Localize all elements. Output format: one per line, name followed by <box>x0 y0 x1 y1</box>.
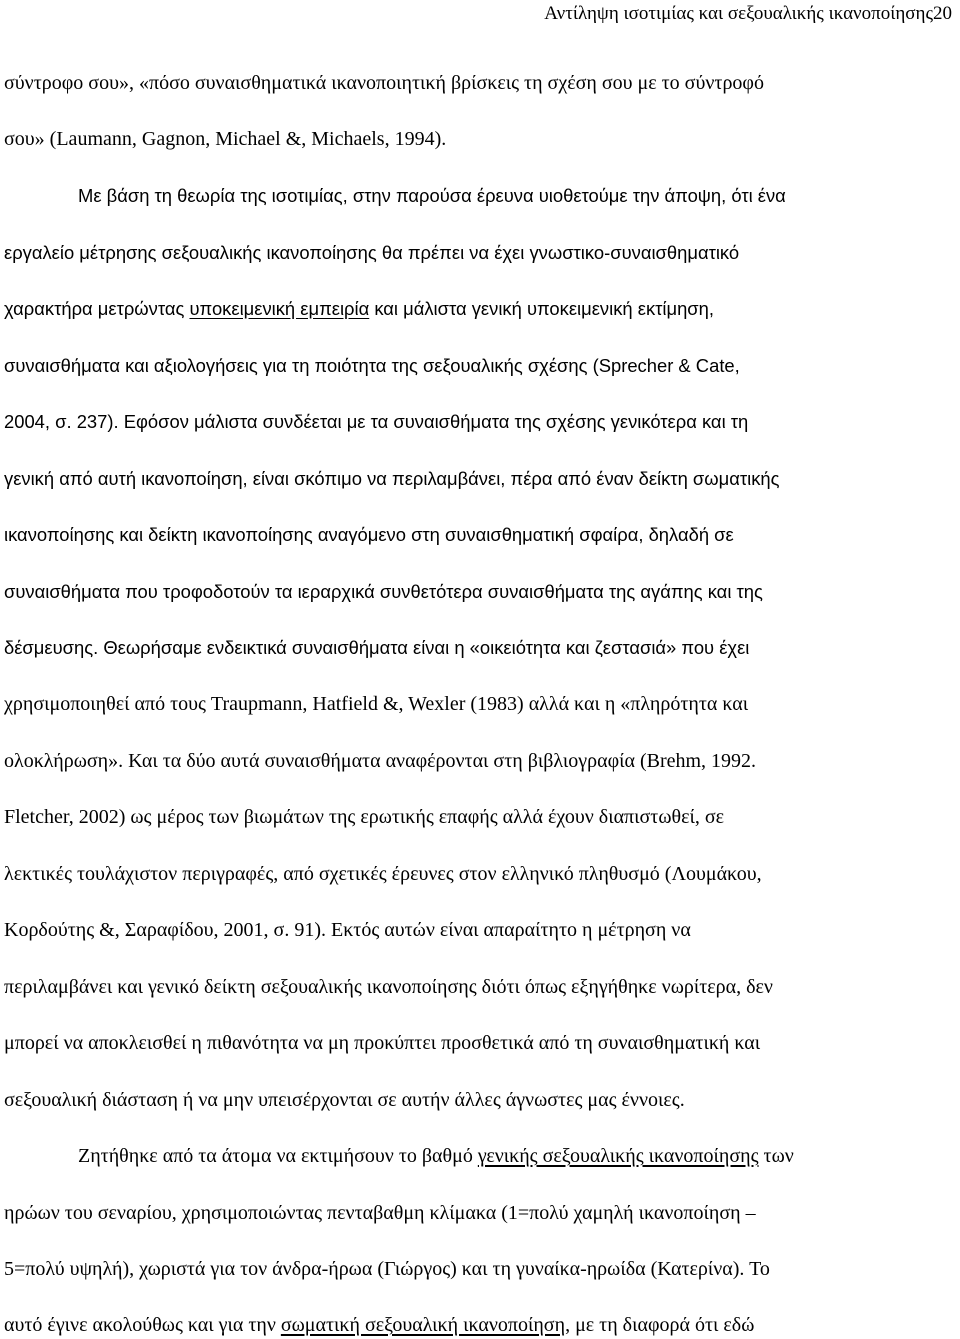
text-line: μπορεί να αποκλεισθεί η πιθανότητα να μη προκύπτει προσθετικά από τη συναισθηματική και <box>4 1032 761 1054</box>
text-line: Fletcher, 2002) ως μέρος των βιωμάτων της ερωτικής επαφής αλλά έχουν διαπιστωθεί, σε <box>4 806 725 828</box>
text-line: 5=πολύ υψηλή), χωριστά για τον άνδρα-ήρωα (Γιώργος) και τη γυναίκα-ηρωίδα (Κατερίνα). Το <box>4 1258 770 1280</box>
text-line: Κορδούτης &, Σαραφίδου, 2001, σ. 91). Εκτός αυτών είναι απαραίτητο η μέτρηση να <box>4 919 691 941</box>
text-line: σύντροφο σου», «πόσο συναισθηματικά ικανοποιητική βρίσκεις τη σχέση σου με το σύντροφό <box>4 72 764 94</box>
text-line: 2004, σ. 237). Εφόσον μάλιστα συνδέεται με τα συναισθήματα της σχέσης γενικότερα και τη <box>4 411 749 432</box>
text-line: ικανοποίησης και δείκτη ικανοποίησης αναγόμενο στη συναισθηματική σφαίρα, δηλαδή σε <box>4 524 734 545</box>
text-line: συναισθήματα που τροφοδοτούν τα ιεραρχικά συνθετότερα συναισθήματα της αγάπης και της <box>4 581 763 602</box>
text-line: σεξουαλική διάσταση ή να μην υπεισέρχονται σε αυτήν άλλες άγνωστες μας έννοιες. <box>4 1089 685 1111</box>
text-line: σου» (Laumann, Gagnon, Michael &, Michaels, 1994). <box>4 128 447 150</box>
underlined-term: γενικής σεξουαλικής ικανοποίησης <box>477 1145 759 1167</box>
underlined-term: σωματική σεξουαλική ικανοποίηση <box>280 1314 566 1336</box>
paragraph-start-line: Ζητήθηκε από τα άτομα να εκτιμήσουν το βαθμό γενικής σεξουαλικής ικανοποίησης των <box>78 1145 794 1167</box>
text-line: λεκτικές τουλάχιστον περιγραφές, από σχετικές έρευνες στον ελληνικό πληθυσμό (Λουμάκου, <box>4 863 762 885</box>
text-line: χαρακτήρα μετρώντας υποκειμενική εμπειρία και μάλιστα γενική υποκειμενική εκτίμηση, <box>4 298 714 319</box>
page-number: 20 <box>933 3 952 24</box>
running-title: Αντίληψη ισοτιμίας και σεξουαλικής ικανοποίησης <box>544 3 933 24</box>
text-line: ολοκλήρωση». Και τα δύο αυτά συναισθήματα αναφέρονται στη βιβλιογραφία (Brehm, 1992. <box>4 750 757 772</box>
text-line: ηρώων του σεναρίου, χρησιμοποιώντας πενταβαθμη κλίμακα (1=πολύ χαμηλή ικανοποίηση – <box>4 1202 756 1224</box>
text-line: γενική από αυτή ικανοποίηση, είναι σκόπιμο να περιλαμβάνει, πέρα από έναν δείκτη σωματικής <box>4 468 780 489</box>
text-line: αυτό έγινε ακολούθως και για την σωματική σεξουαλική ικανοποίηση, με τη διαφορά ότι εδώ <box>4 1314 755 1336</box>
running-header <box>544 2 952 26</box>
text-line: δέσμευσης. Θεωρήσαμε ενδεικτικά συναισθήματα είναι η «οικειότητα και ζεστασιά» που έχει <box>4 637 750 658</box>
text-line: περιλαμβάνει και γενικό δείκτη σεξουαλικής ικανοποίησης διότι όπως εξηγήθηκε νωρίτερα, δεν <box>4 976 773 998</box>
text-line: χρησιμοποιηθεί από τους Traupmann, Hatfield &, Wexler (1983) αλλά και η «πληρότητα και <box>4 693 749 715</box>
text-line: εργαλείο μέτρησης σεξουαλικής ικανοποίησης θα πρέπει να έχει γνωστικο-συναισθηματικό <box>4 242 740 263</box>
underlined-term: υποκειμενική εμπειρία <box>189 298 370 319</box>
paragraph-start-line: Με βάση τη θεωρία της ισοτιμίας, στην παρούσα έρευνα υιοθετούμε την άποψη, ότι ένα <box>78 185 786 206</box>
text-line: συναισθήματα και αξιολογήσεις για τη ποιότητα της σεξουαλικής σχέσης (Sprecher & Cate, <box>4 355 740 376</box>
